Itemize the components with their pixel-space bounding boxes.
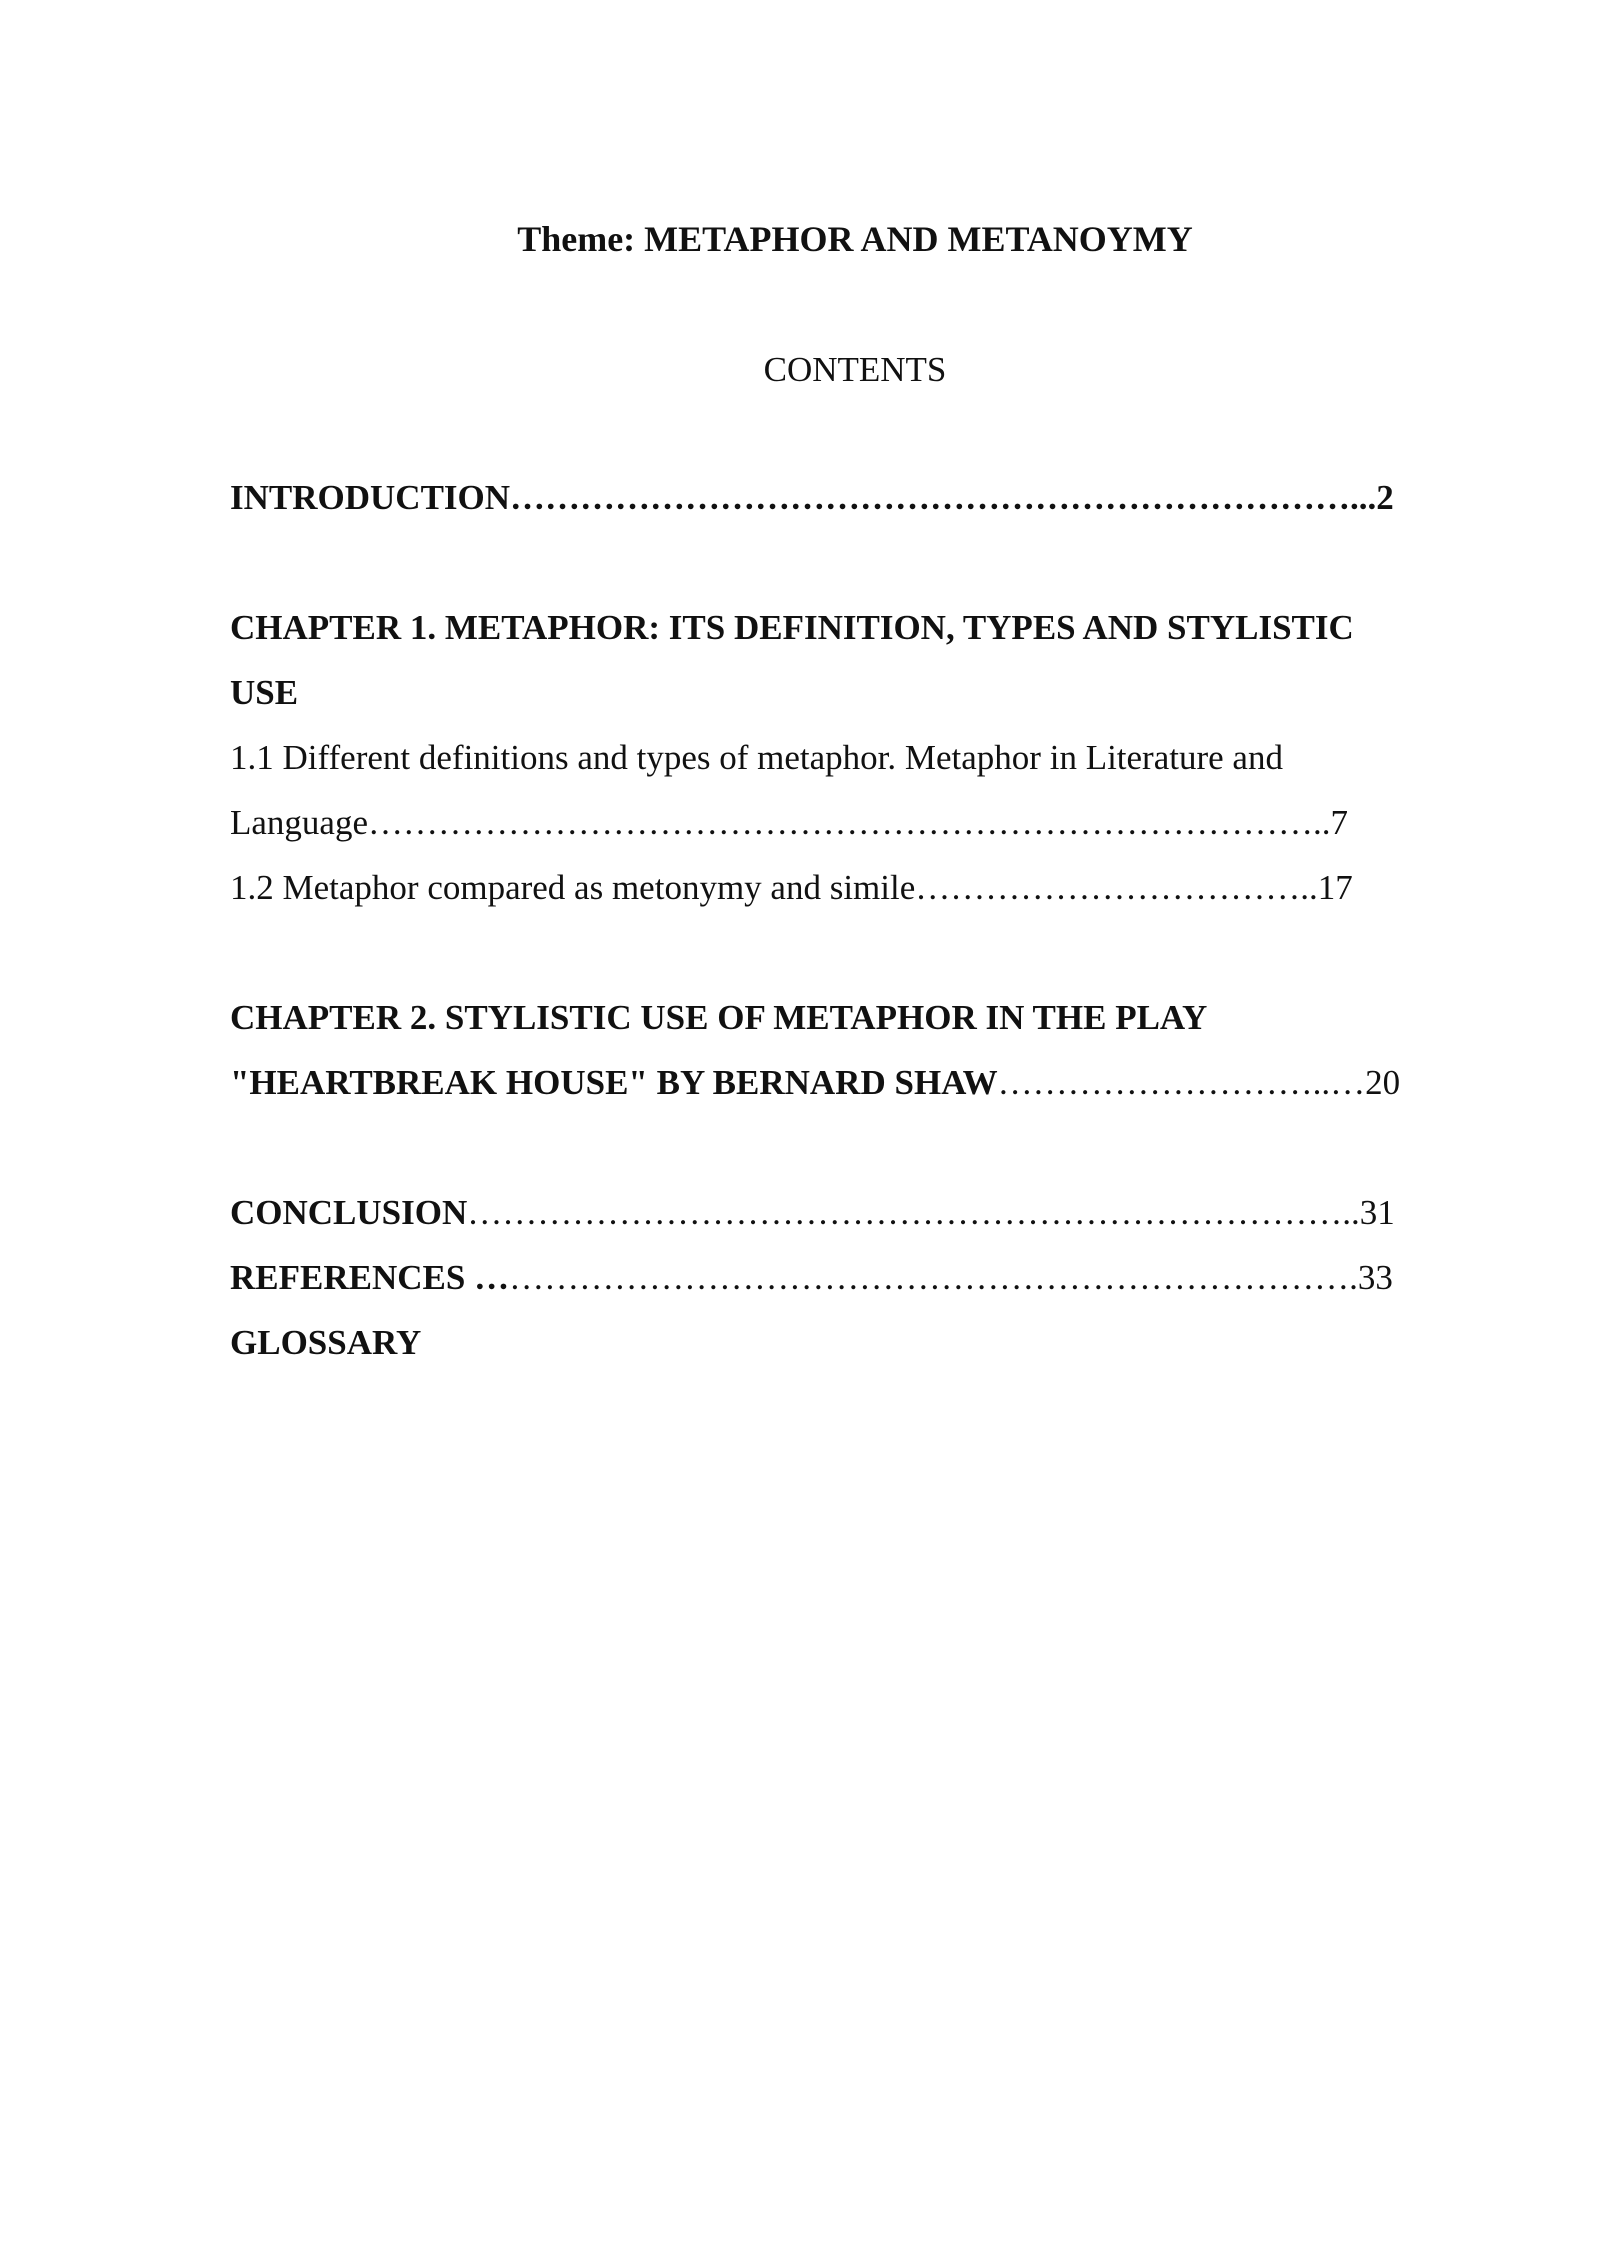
toc-page-number: 31 [1359,1193,1395,1232]
toc-entry-conclusion [230,1191,1395,1235]
toc-page-number: 33 [1357,1258,1393,1297]
toc-title: "HEARTBREAK HOUSE" BY BERNARD SHAW [230,1063,998,1102]
toc-chapter1-heading-line1: CHAPTER 1. METAPHOR: ITS DEFINITION, TYPES AND STYLISTIC [230,608,1354,647]
toc-entry-chapter2 [230,1061,1400,1105]
toc-page-number: 17 [1317,868,1353,907]
toc-leader: ………………………………………………………………….. [467,1193,1360,1232]
toc-chapter1-heading-line2: USE [230,673,299,712]
toc-title: INTRODUCTION [230,478,511,517]
toc-entry-introduction [230,476,1394,520]
contents-heading: CONTENTS [763,350,947,389]
toc-title: Language [230,803,368,842]
toc-entry-glossary: GLOSSARY [230,1323,422,1362]
toc-section-1-1-line1: 1.1 Different definitions and types of metaphor. Metaphor in Literature and [230,738,1283,777]
toc-entry-section-1-2 [230,866,1353,910]
toc-page-number: 20 [1365,1063,1401,1102]
document-theme-title: Theme: METAPHOR AND METANOYMY [517,219,1193,259]
toc-leader: ……………………………………………………………………….. [367,803,1331,842]
toc-leader: ………………………………………………………………. [509,1258,1358,1297]
toc-chapter2-heading-line1: CHAPTER 2. STYLISTIC USE OF METAPHOR IN THE PLAY [230,998,1208,1037]
toc-title: REFERENCES … [230,1258,510,1297]
toc-entry-references [230,1256,1393,1300]
toc-title: 1.2 Metaphor compared as metonymy and simile [230,868,916,907]
toc-entry-section-1-1 [230,801,1348,845]
toc-leader: ………………………………………………………………... [510,478,1377,517]
toc-page-number: 7 [1330,803,1348,842]
toc-page-number: 2 [1376,478,1394,517]
toc-leader: ………………………..… [997,1063,1366,1102]
toc-leader: …………………………….. [915,868,1318,907]
toc-title: CONCLUSION [230,1193,468,1232]
